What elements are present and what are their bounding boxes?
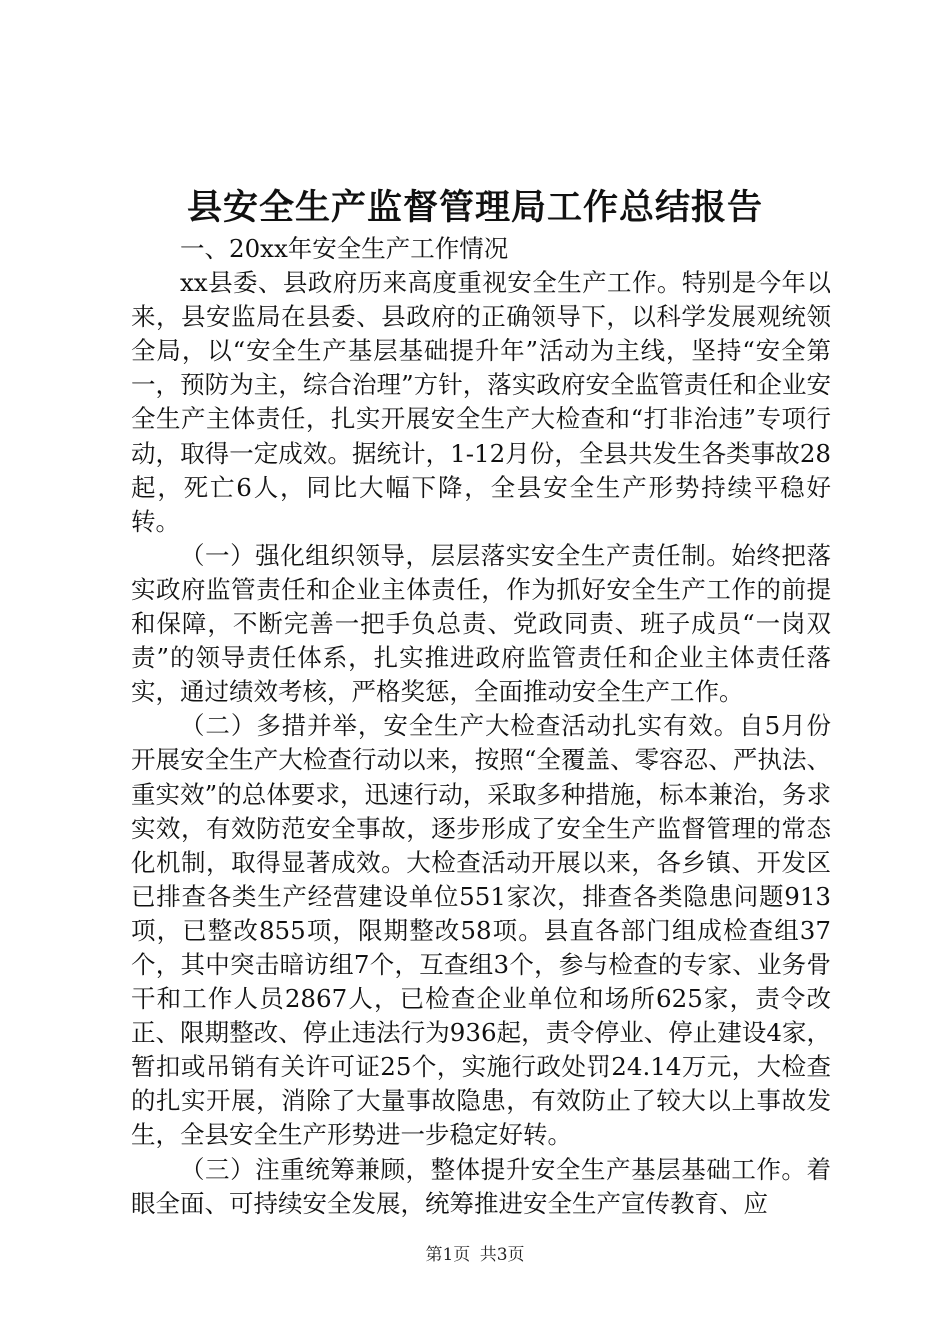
paragraph-section-2: （二）多措并举，安全生产大检查活动扎实有效。自5月份开展安全生产大检查行动以来，按照“全覆盖、零容忍、严执法、重实效”的总体要求，迅速行动，采取多种措施，标本兼治，务求实效，有效防范安全事故，逐步形成了安全生产监督管理的常态化机制，取得显著成效。大检查活动开展以来，各乡镇、开发区已排查各类生产经营建设单位551家次，排查各类隐患问题913项，已整改855项，限期整改58项。县直各部门组成检查组37个，其中突击暗访组7个，互查组3个，参与检查的专家、业务骨干和工作人员2867人，已检查企业单位和场所625家，责令改正、限期整改、停止违法行为936起，责令停业、停止建设4家，暂扣或吊销有关许可证25个，实施行政处罚24.14万元，大检查的扎实开展，消除了大量事故隐患，有效防止了较大以上事故发生，全县安全生产形势进一步稳定好转。	[131, 711, 831, 1150]
document-title: 县安全生产监督管理局工作总结报告	[186, 187, 763, 228]
page-footer	[0, 1243, 950, 1267]
document-body	[131, 232, 831, 1221]
paragraph-section-3: （三）注重统筹兼顾，整体提升安全生产基层基础工作。着眼全面、可持续安全发展，统筹推进安全生产宣传教育、应	[131, 1154, 831, 1218]
page-total: 共3页	[479, 1245, 525, 1265]
paragraph-section-1: （一）强化组织领导，层层落实安全生产责任制。始终把落实政府监管责任和企业主体责任，作为抓好安全生产工作的前提和保障，不断完善一把手负总责、党政同责、班子成员“一岗双责”的领导责任体系，扎实推进政府监管责任和企业主体责任落实，通过绩效考核，严格奖惩，全面推动安全生产工作。	[131, 540, 831, 707]
page-number: 第1页	[425, 1245, 471, 1265]
paragraph-intro: xx县委、县政府历来高度重视安全生产工作。特别是今年以来，县安监局在县委、县政府的正确领导下，以科学发展观统领全局，以“安全生产基层基础提升年”活动为主线，坚持“安全第一，预防为主，综合治理”方针，落实政府安全监管责任和企业安全生产主体责任，扎实开展安全生产大检查和“打非治违”专项行动，取得一定成效。据统计，1-12月份，全县共发生各类事故28起，死亡6人，同比大幅下降，全县安全生产形势持续平稳好转。	[131, 268, 831, 536]
section-heading: 一、20xx年安全生产工作情况	[180, 234, 509, 263]
